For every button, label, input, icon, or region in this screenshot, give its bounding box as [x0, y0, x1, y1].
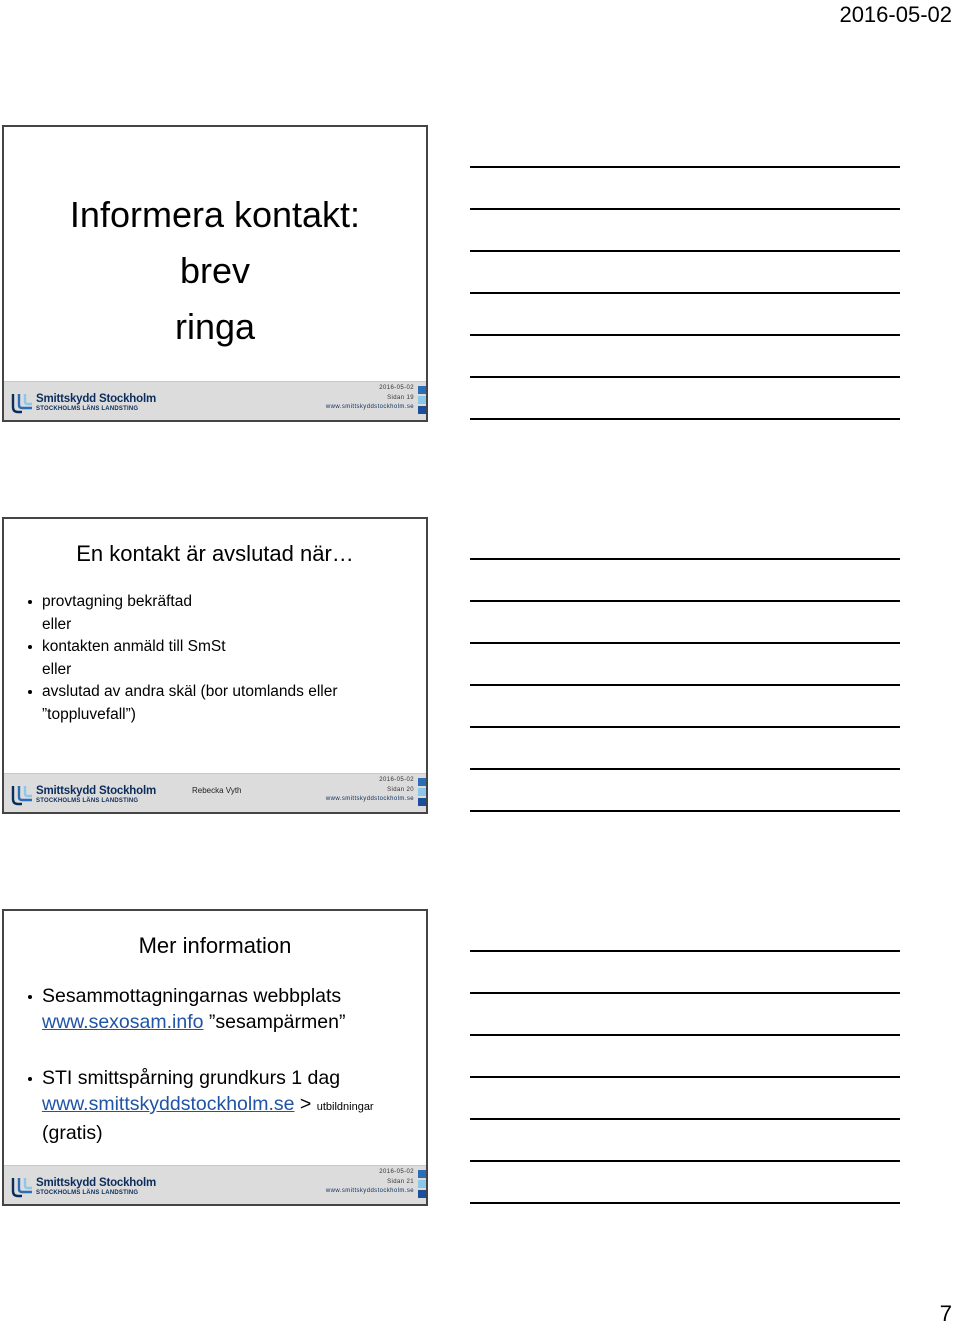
smittskydd-logo	[10, 392, 160, 414]
footer-url[interactable]: www.smittskyddstockholm.se	[325, 1188, 414, 1194]
title-line: brev	[179, 250, 251, 291]
color-square	[418, 788, 426, 796]
slide-footer	[4, 1165, 426, 1204]
logo-subtitle: STOCKHOLMS LÄNS LANDSTING	[36, 798, 139, 804]
logo-title: Smittskydd Stockholm	[36, 1177, 156, 1189]
footer-color-squares	[418, 778, 426, 808]
footer-page-label: Sidan 21	[387, 1178, 414, 1185]
info-item-sesam	[28, 983, 345, 1035]
note-line	[470, 1160, 900, 1162]
bullet-continuation: eller	[42, 615, 72, 633]
info-item-text: STI smittspårning grundkurs 1 dag	[28, 1065, 374, 1091]
color-square	[418, 1190, 426, 1198]
footer-date: 2016-05-02	[379, 777, 414, 783]
logo-title: Smittskydd Stockholm	[36, 785, 156, 797]
note-line	[470, 1118, 900, 1120]
logo-title: Smittskydd Stockholm	[36, 393, 156, 405]
footer-page-label: Sidan 20	[387, 786, 414, 793]
note-line	[470, 334, 900, 336]
note-line	[470, 558, 900, 560]
note-line	[470, 376, 900, 378]
info-item-link-line	[28, 1009, 345, 1035]
smittskydd-link[interactable]: www.smittskyddstockholm.se	[42, 1093, 295, 1115]
footer-url[interactable]: www.smittskyddstockholm.se	[325, 404, 414, 410]
utbildningar-label: utbildningar	[316, 1101, 374, 1113]
slide-footer	[4, 773, 426, 812]
slide-21	[2, 909, 428, 1206]
smittskydd-logo-icon	[10, 392, 34, 414]
arrow-separator: >	[294, 1093, 317, 1115]
note-line	[470, 992, 900, 994]
color-square	[418, 396, 426, 404]
smittskydd-logo	[10, 1176, 160, 1198]
info-item-note: (gratis)	[42, 1122, 103, 1144]
sexosam-link[interactable]: www.sexosam.info	[42, 1011, 204, 1033]
color-square	[418, 406, 426, 414]
footer-color-squares	[418, 386, 426, 416]
title-line: Informera kontakt:	[69, 194, 361, 235]
info-item-text: Sesammottagningarnas webbplats	[28, 983, 345, 1009]
color-square	[418, 1170, 426, 1178]
slide-title: Mer information	[138, 933, 292, 958]
color-square	[418, 1180, 426, 1188]
slide-footer	[4, 381, 426, 420]
title-line: ringa	[174, 306, 256, 347]
color-square	[418, 778, 426, 786]
note-line	[470, 950, 900, 952]
note-line	[470, 600, 900, 602]
slide-title	[4, 187, 426, 355]
page-number: 7	[939, 1301, 952, 1326]
smittskydd-logo-icon	[10, 1176, 34, 1198]
footer-url[interactable]: www.smittskyddstockholm.se	[325, 796, 414, 802]
smittskydd-logo	[10, 784, 160, 806]
note-line	[470, 166, 900, 168]
footer-page-label: Sidan 19	[387, 394, 414, 401]
bullet-item: avslutad av andra skäl (bor utomlands eller	[28, 681, 338, 704]
footer-meta	[326, 776, 414, 805]
note-line	[470, 642, 900, 644]
note-line	[470, 418, 900, 420]
note-line	[470, 208, 900, 210]
note-line	[470, 250, 900, 252]
note-line	[470, 1076, 900, 1078]
bullet-list	[28, 591, 338, 726]
color-square	[418, 386, 426, 394]
note-line	[470, 768, 900, 770]
note-line	[470, 1034, 900, 1036]
footer-date: 2016-05-02	[379, 385, 414, 391]
info-item-course	[28, 1065, 374, 1146]
bullet-item: kontakten anmäld till SmSt	[28, 636, 338, 659]
page-date: 2016-05-02	[839, 2, 952, 27]
slide-19	[2, 125, 428, 422]
logo-subtitle: STOCKHOLMS LÄNS LANDSTING	[36, 1190, 139, 1196]
footer-color-squares	[418, 1170, 426, 1200]
link-suffix: ”sesampärmen”	[203, 1011, 346, 1033]
footer-meta	[326, 384, 414, 413]
footer-meta	[326, 1168, 414, 1197]
slide-20	[2, 517, 428, 814]
footer-date: 2016-05-02	[379, 1169, 414, 1175]
color-square	[418, 798, 426, 806]
note-line	[470, 1202, 900, 1204]
note-line	[470, 726, 900, 728]
bullet-item: provtagning bekräftad	[28, 591, 338, 614]
logo-subtitle: STOCKHOLMS LÄNS LANDSTING	[36, 406, 139, 412]
bullet-continuation: eller	[42, 660, 72, 678]
note-line	[470, 684, 900, 686]
bullet-continuation: ”toppluvefall”)	[42, 705, 136, 723]
slide-title: En kontakt är avslutad när…	[76, 541, 354, 566]
note-line	[470, 810, 900, 812]
presenter-name: Rebecka Vyth	[192, 786, 242, 795]
note-line	[470, 292, 900, 294]
smittskydd-logo-icon	[10, 784, 34, 806]
info-item-link-line	[28, 1091, 374, 1120]
